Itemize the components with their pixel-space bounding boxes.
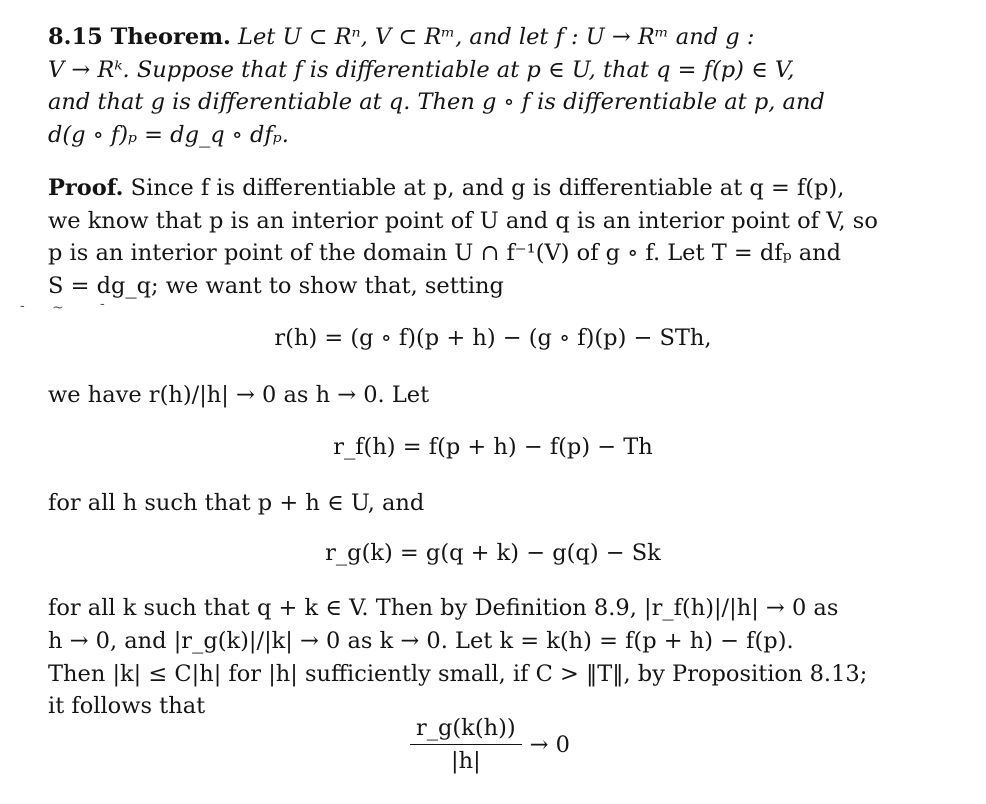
theorem-line-4: d(g ∘ f)ₚ = dg_q ∘ dfₚ. bbox=[48, 122, 289, 148]
proof-line-3: p is an interior point of the domain U ∩ f⁻¹(V) of g ∘ f. Let T = dfₚ and bbox=[48, 240, 842, 266]
theorem-line-2: V → Rᵏ. Suppose that f is differentiable at p ∈ U, that q = f(p) ∈ V, bbox=[48, 57, 795, 83]
proof-line-2: we know that p is an interior point of U and q is an interior point of V, so bbox=[48, 208, 878, 234]
proof-line-7: Then |k| ≤ C|h| for |h| sufficiently small, if C > ‖T‖, by Proposition 8.13; bbox=[48, 661, 868, 687]
display-equation-rf: r_f(h) = f(p + h) − f(p) − Th bbox=[333, 434, 653, 460]
theorem-label: 8.15 Theorem. bbox=[48, 24, 231, 50]
scan-speck: - bbox=[20, 298, 25, 314]
proof-line-1: Proof. Since f is differentiable at p, and g is differentiable at q = f(p), bbox=[48, 175, 845, 201]
proof-label: Proof. bbox=[48, 175, 124, 201]
display-equation-r: r(h) = (g ∘ f)(p + h) − (g ∘ f)(p) − STh, bbox=[274, 325, 712, 351]
theorem-line-3: and that g is differentiable at q. Then g ∘ f is differentiable at p, and bbox=[48, 89, 825, 115]
proof-line-5: for all k such that q + k ∈ V. Then by Definition 8.9, |r_f(h)|/|h| → 0 as bbox=[48, 595, 839, 621]
proof-text-1: we have r(h)/|h| → 0 as h → 0. Let bbox=[48, 382, 430, 408]
proof-text-2: for all h such that p + h ∈ U, and bbox=[48, 490, 425, 516]
proof-line-6: h → 0, and |r_g(k)|/|k| → 0 as k → 0. Let k = k(h) = f(p + h) − f(p). bbox=[48, 628, 794, 654]
fraction-limit bbox=[410, 714, 570, 775]
fraction-tail: → 0 bbox=[529, 731, 570, 758]
scan-speck: ~ bbox=[52, 300, 64, 316]
scan-speck: - bbox=[100, 296, 105, 312]
proof-line-4: S = dg_q; we want to show that, setting bbox=[48, 273, 504, 299]
fraction-stack bbox=[410, 714, 522, 775]
fraction-numerator: r_g(k(h)) bbox=[410, 714, 522, 745]
theorem-line-1: 8.15 Theorem. Let U ⊂ Rⁿ, V ⊂ Rᵐ, and let f : U → Rᵐ and g : bbox=[48, 24, 755, 50]
fraction-denominator: |h| bbox=[451, 748, 481, 774]
proof-line-8: it follows that bbox=[48, 693, 206, 719]
display-equation-rg: r_g(k) = g(q + k) − g(q) − Sk bbox=[325, 540, 661, 566]
